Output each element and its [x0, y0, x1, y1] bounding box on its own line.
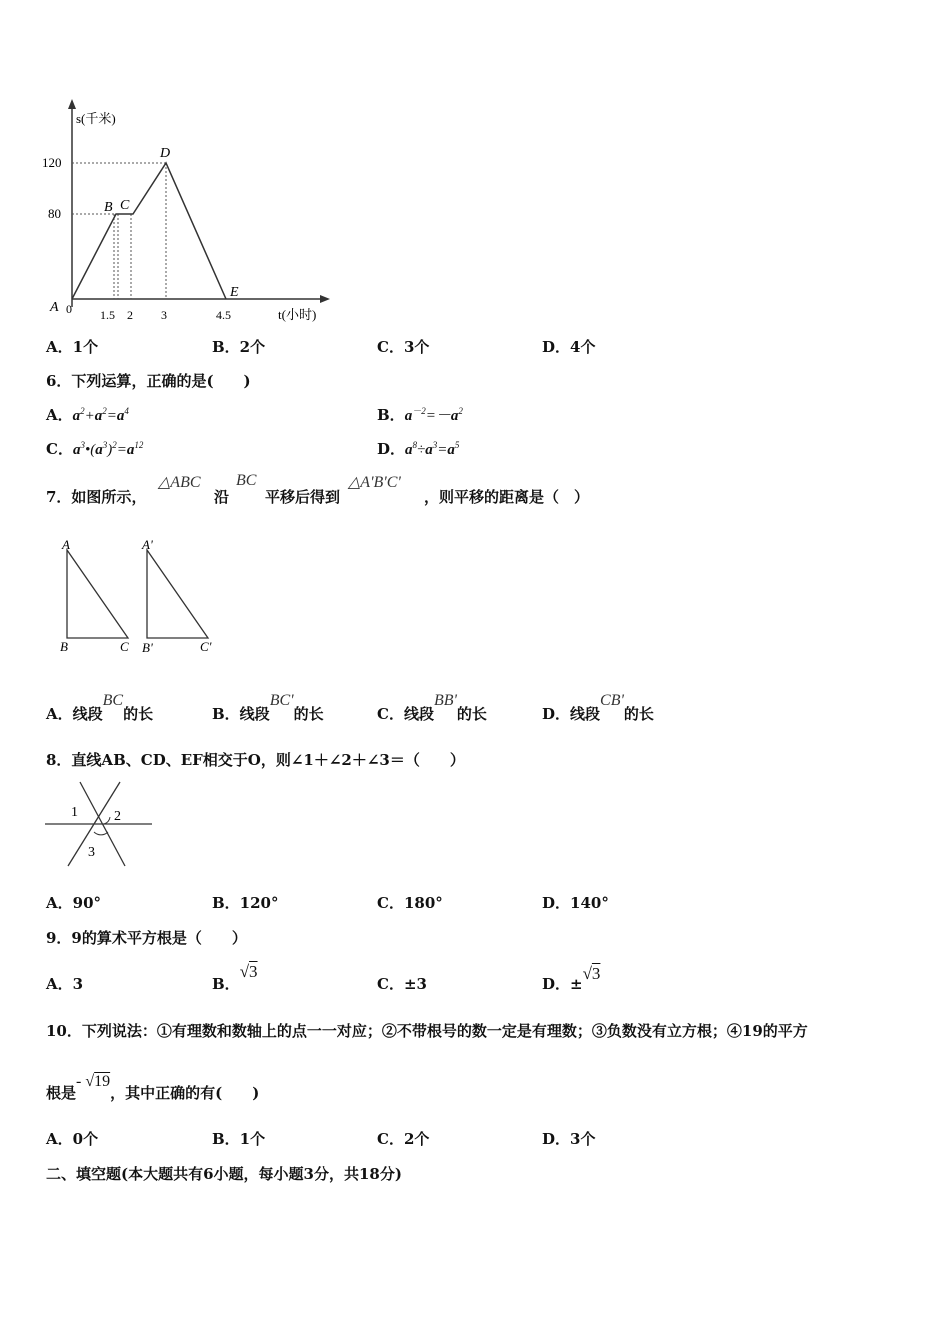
q9-d-label: D．±	[542, 975, 583, 993]
q6-option-b[interactable]	[377, 404, 463, 425]
q9-option-c[interactable]: C．±3	[377, 975, 427, 993]
q7-option-c[interactable]	[377, 692, 487, 724]
q7-c-math: BB'	[433, 692, 457, 709]
q10-option-d[interactable]: D．3个	[542, 1130, 596, 1148]
q8-lines-figure	[42, 778, 157, 870]
sqrt-icon: √3	[582, 964, 601, 983]
x-axis-label: t(小时)	[278, 307, 317, 322]
q6-stem: 6．下列运算，正确的是( )	[46, 372, 251, 390]
point-e: E	[230, 285, 239, 300]
path-abcde	[72, 163, 226, 299]
section-2-heading: 二、填空题(本大题共有6小题，每小题3分，共18分)	[46, 1165, 402, 1183]
q6-option-a[interactable]	[46, 404, 129, 425]
label-a: A	[62, 537, 70, 552]
x-tick-3: 3	[161, 308, 167, 322]
q6-c-expr: $a^3•(a^3)^2=a^{12}$	[72, 440, 144, 458]
q7-a-pre: A．线段	[46, 705, 103, 723]
q7-d-pre: D．线段	[542, 705, 601, 723]
q6-d-expr: $a^8\div a^3=a^5$	[405, 440, 460, 458]
x-tick-1-5: 1.5	[100, 308, 115, 322]
q6-a-expr: $a^2+a^2=a^4$	[72, 406, 129, 424]
q10-option-c[interactable]: C．2个	[377, 1130, 430, 1148]
point-c: C	[120, 198, 130, 213]
triangle-a1b1c1	[147, 550, 208, 638]
q6-c-label: C．	[46, 440, 73, 458]
q6-b-expr: $a^{-2}=-a^2$	[404, 406, 463, 424]
q7-triangles-figure	[50, 535, 230, 660]
q9-d-radicand: 3	[591, 964, 601, 983]
sqrt-icon: √3	[239, 962, 258, 981]
origin-label: 0	[66, 302, 72, 316]
point-b: B	[104, 200, 113, 215]
point-d: D	[160, 146, 171, 161]
q6-option-d[interactable]	[377, 438, 459, 459]
q5-option-b[interactable]: B．2个	[212, 338, 266, 356]
angle-3-arc	[94, 832, 108, 835]
q7-tri2: △A'B'C'	[348, 474, 401, 491]
q8-option-a[interactable]: A．90°	[46, 894, 102, 912]
q9-b-label: B．	[212, 975, 240, 993]
q7-c-pre: C．线段	[377, 705, 434, 723]
point-a: A	[50, 300, 59, 315]
y-tick-120: 120	[42, 155, 62, 170]
y-tick-80: 80	[48, 206, 61, 221]
q9-stem: 9．9的算术平方根是（ ）	[46, 929, 247, 947]
q10-option-b[interactable]: B．1个	[212, 1130, 266, 1148]
q10-radicand: 19	[94, 1073, 111, 1090]
q6-option-c[interactable]	[46, 438, 143, 459]
q7-option-d[interactable]	[542, 692, 654, 724]
q9-option-d[interactable]	[542, 964, 601, 994]
q7-d-post: 的长	[623, 705, 654, 723]
x-axis-arrow	[320, 295, 330, 303]
q5-option-a[interactable]: A．1个	[46, 338, 99, 356]
label-c-prime: C'	[200, 639, 212, 654]
q9-option-a[interactable]: A．3	[46, 975, 84, 993]
q7-d-math: CB'	[600, 692, 624, 709]
q10-option-a[interactable]: A．0个	[46, 1130, 99, 1148]
angle-3-label: 3	[88, 845, 95, 860]
label-a-prime: A'	[142, 537, 153, 552]
q7-b-math: BC'	[269, 692, 294, 709]
q7-stem-post: ，则平移的距离是（ ）	[424, 488, 590, 506]
angle-1-label: 1	[71, 805, 78, 820]
x-tick-2: 2	[127, 308, 133, 322]
q7-mid2: 平移后得到	[265, 488, 341, 506]
q7-b-post: 的长	[293, 705, 324, 723]
label-c: C	[120, 639, 129, 654]
q8-stem: 8．直线AB、CD、EF相交于O，则∠1＋∠2＋∠3＝（ ）	[46, 751, 465, 769]
y-axis-label: s(千米)	[76, 111, 116, 126]
q6-b-label: B．	[377, 406, 405, 424]
triangle-abc	[67, 550, 128, 638]
angle-2-arc	[104, 817, 110, 824]
q7-option-a[interactable]	[46, 692, 154, 724]
q7-a-math: BC	[102, 692, 124, 709]
q7-c-post: 的长	[456, 705, 487, 723]
q7-a-post: 的长	[123, 705, 154, 723]
q9-b-radicand: 3	[249, 962, 258, 981]
q6-a-label: A．	[46, 406, 73, 424]
q7-b-pre: B．线段	[212, 705, 270, 723]
q10-line2	[46, 1073, 260, 1103]
q7-tri1: △ABC	[158, 474, 201, 491]
q10-line2-post: ，其中正确的有( )	[110, 1084, 260, 1102]
q10-stem: 10．下列说法：①有理数和数轴上的点一一对应；②不带根号的数一定是有理数；③负数没有立方根；④19的平方	[46, 1022, 808, 1040]
x-tick-4-5: 4.5	[216, 308, 231, 322]
q7-mid1: 沿	[214, 488, 230, 506]
q7-option-b[interactable]	[212, 692, 324, 724]
q5-option-c[interactable]: C．3个	[377, 338, 430, 356]
label-b: B	[60, 639, 68, 654]
q7-seg: BC	[236, 472, 257, 489]
q10-line2-pre: 根是	[46, 1084, 77, 1102]
q7-stem-pre: 7．如图所示，	[46, 488, 147, 506]
q5-option-d[interactable]: D．4个	[542, 338, 596, 356]
q6-d-label: D．	[377, 440, 406, 458]
label-b-prime: B'	[142, 640, 153, 655]
neg-sqrt-icon: - √19	[76, 1073, 111, 1090]
q8-option-c[interactable]: C．180°	[377, 894, 443, 912]
y-axis-arrow	[68, 99, 76, 109]
q9-option-b[interactable]	[212, 962, 258, 994]
q8-option-d[interactable]: D．140°	[542, 894, 609, 912]
angle-2-label: 2	[114, 809, 121, 824]
q8-option-b[interactable]: B．120°	[212, 894, 279, 912]
distance-time-graph	[40, 95, 340, 330]
